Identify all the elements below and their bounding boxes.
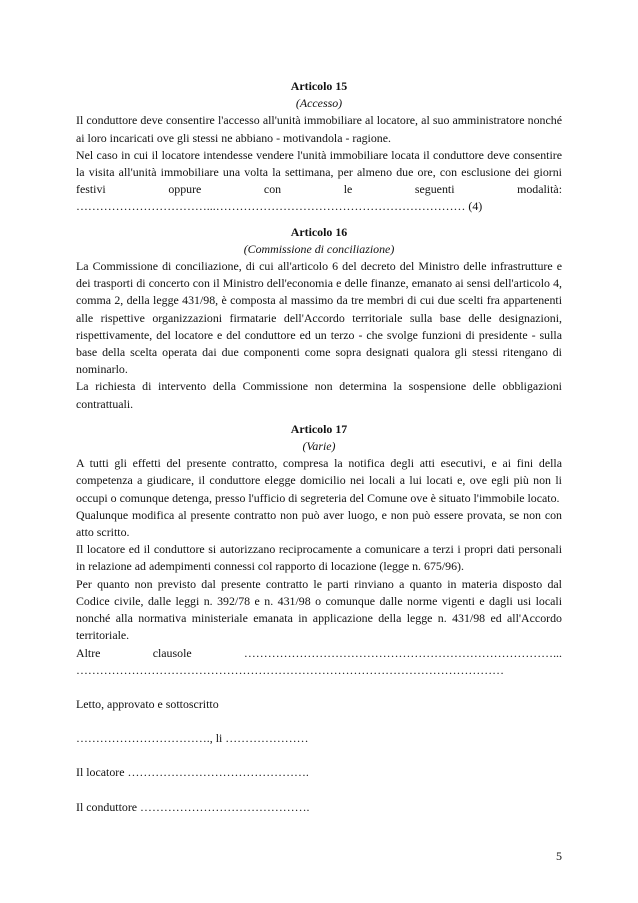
page-number: 5: [556, 849, 562, 863]
article-17-subtitle: (Varie): [302, 439, 336, 454]
article-16-title: Articolo 16: [290, 224, 348, 239]
article-15-paragraph-2: Nel caso in cui il locatore intendesse vendere l'unità immobiliare locata il conduttore deve consentire la visita all'unità immobiliare una volta la settimana, per almeno due ore, con esclusione dei giorni festivi oppure con le seguenti modalità:: [76, 147, 562, 197]
article-17-title: Articolo 17: [290, 421, 348, 436]
article-16-paragraph-1: La Commissione di conciliazione, di cui all'articolo 6 del decreto del Ministro delle infrastrutture e dei trasporti di concerto con il Ministro dell'economia e delle finanze, emanato ai sensi dell'articolo 4, comma 2, della legge 431/98, è composta al massimo da tre membri di cui due scelti fra appartenenti alle rispettive organizzazioni firmatarie dell'Accordo territoriale sulla base delle designazioni, rispettivamente, del locatore e del conduttore ed un terzo - che svolge funzioni di presidente - sulla base della scelta operata dai due componenti come sopra designati qualora gli stessi ritengano di nominarlo.: [76, 259, 562, 377]
article-15-paragraph-2-blank: ……………………………...……………………………………………………… (4): [76, 199, 483, 214]
article-17-paragraph-2: Qualunque modifica al presente contratto non può aver luogo, e non può essere provata, se non con atto scritto.: [76, 507, 562, 540]
read-approved-line: Letto, approvato e sottoscritto: [76, 696, 219, 711]
article-16-paragraph-2: La richiesta di intervento della Commissione non determina la sospensione delle obbligazioni contrattuali.: [76, 379, 562, 411]
article-17-paragraph-4: Per quanto non previsto dal presente contratto le parti rinviano a quanto in materia disposto dal Codice civile, dalle leggi n. 392/78 e n. 431/98 o comunque dalle norme vigenti e dagli usi locali nonché alla normativa ministeriale emanata in applicazione della legge n. 431/98 ed all'Accordo territoriale.: [76, 576, 562, 643]
locatore-signature-line: Il locatore ……………………………………….: [76, 765, 309, 780]
article-15-subtitle: (Accesso): [295, 96, 343, 111]
article-17-other-clauses-blank: ………………………………………………………………………………………………: [76, 662, 505, 677]
article-17-paragraph-1: A tutti gli effetti del presente contratto, compresa la notifica degli atti esecutivi, e ai fini della competenza a giudicare, il conduttore elegge domicilio nei locali a lui locati e, ove egli più non li occupi o comunque detenga, presso l'ufficio di segreteria del Comune ove è situato l'immobile locato.: [76, 456, 562, 505]
article-17-other-clauses: Altre clausole ……………………………………………………………………...: [76, 645, 562, 660]
place-date-line: ……………………………., li …………………: [76, 731, 309, 746]
conduttore-signature-line: Il conduttore …………………………………….: [76, 799, 310, 814]
document-body: [76, 78, 562, 816]
article-15-paragraph-1: Il conduttore deve consentire l'accesso all'unità immobiliare al locatore, al suo amministratore nonché ai loro incaricati ove gli stessi ne abbiano - motivandola - ragione.: [76, 113, 562, 145]
article-17-paragraph-3: Il locatore ed il conduttore si autorizzano reciprocamente a comunicare a terzi i propri dati personali in relazione ad adempimenti connessi col rapporto di locazione (legge n. 675/96).: [76, 542, 562, 574]
article-15-title: Articolo 15: [290, 79, 348, 93]
article-16-subtitle: (Commissione di conciliazione): [243, 241, 395, 256]
